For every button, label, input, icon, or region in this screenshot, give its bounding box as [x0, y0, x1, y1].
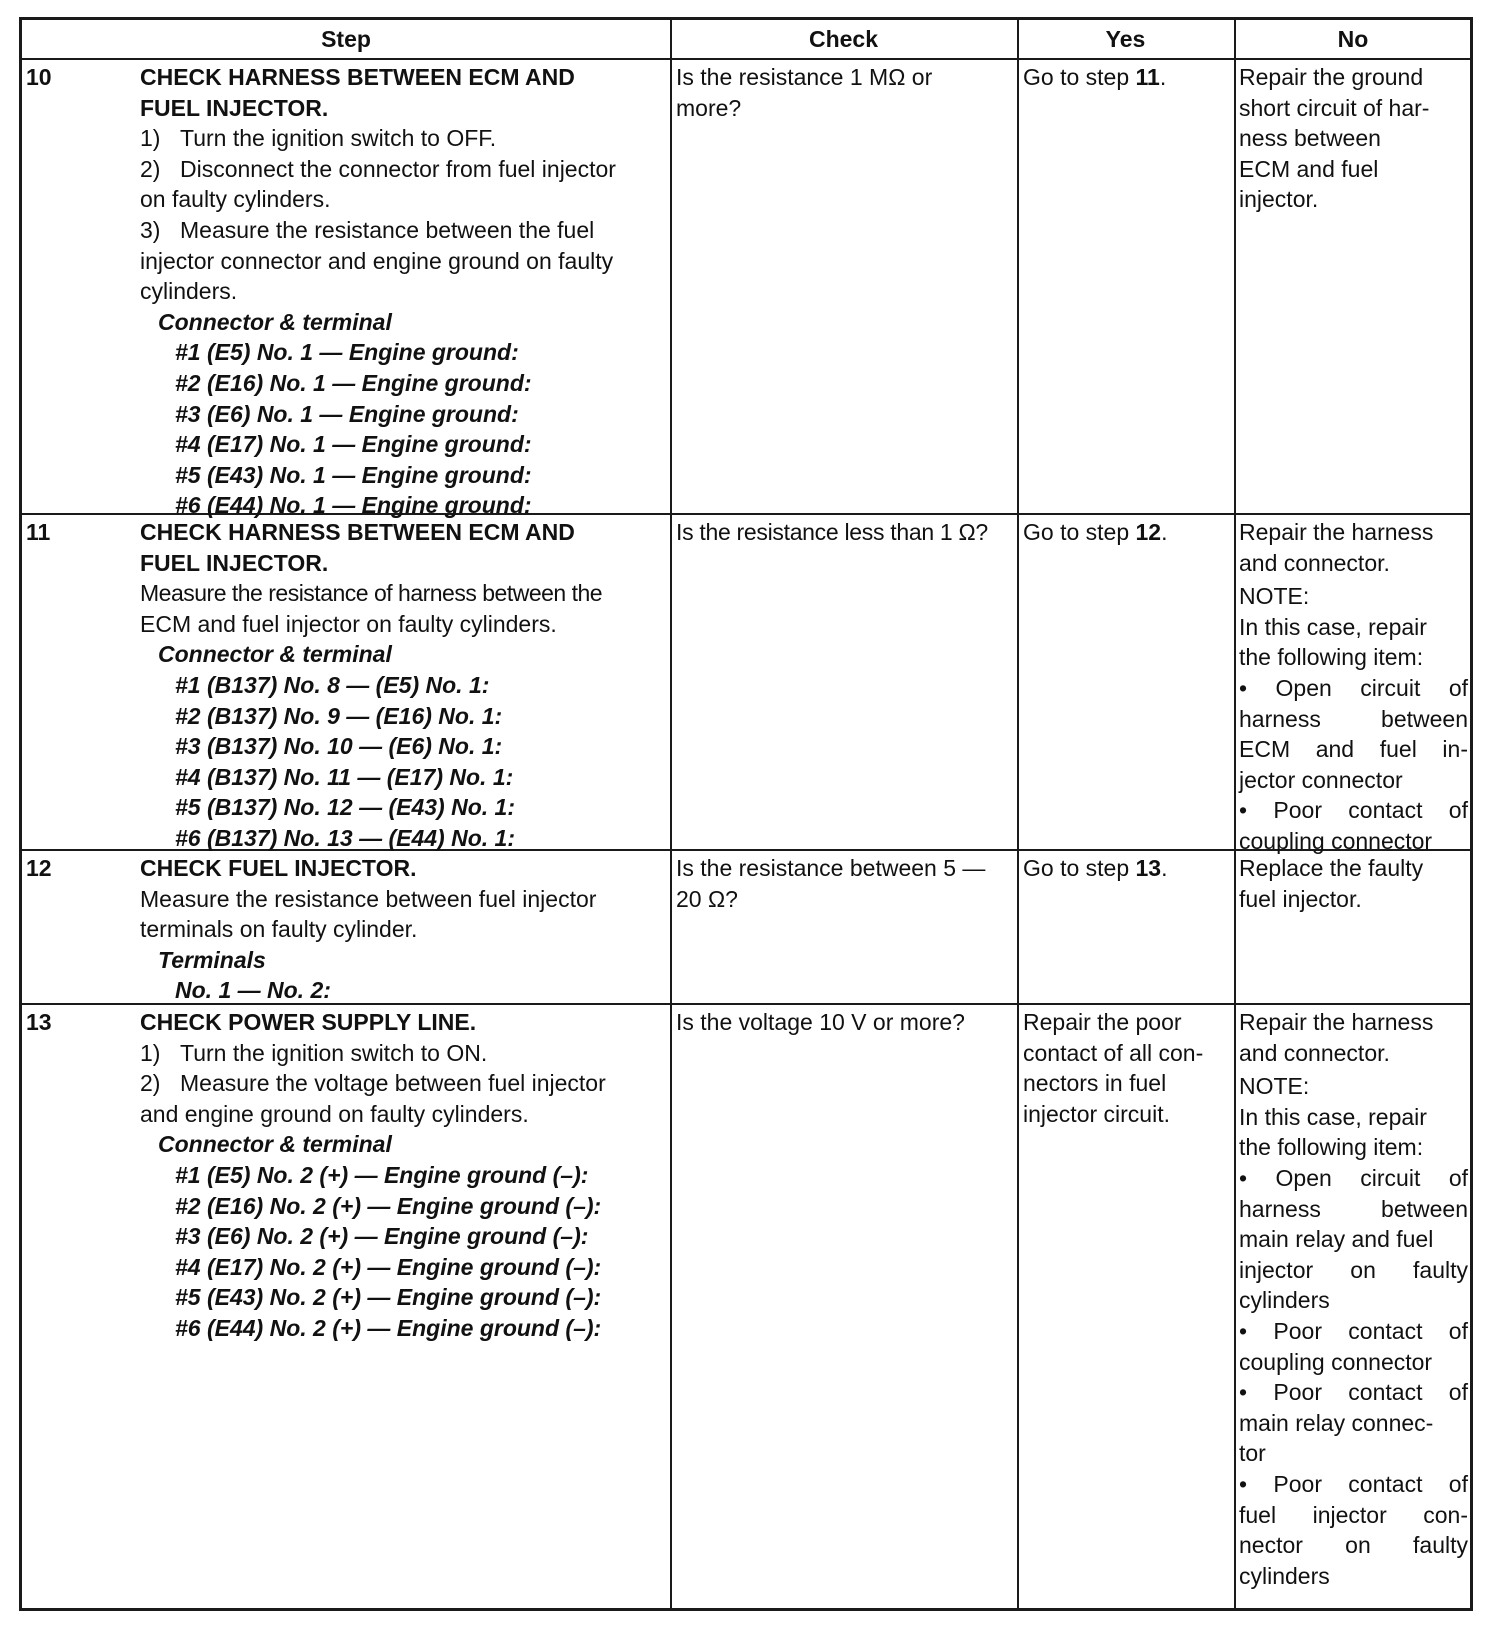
no-action: Repair the ground short circuit of har- ness between ECM and fuel injector. [1239, 64, 1430, 213]
check-question: Is the voltage 10 V or more? [676, 1009, 965, 1035]
yes-action: Go to step 13. [1023, 855, 1168, 881]
step-number: 12 [26, 855, 52, 881]
header-yes: Yes [1105, 26, 1146, 52]
subheading: Connector & terminal [158, 1131, 392, 1158]
column-divider [670, 20, 672, 1608]
terminal-spec: #3 (B137) No. 10 — (E6) No. 1: [175, 733, 503, 760]
step-title: CHECK HARNESS BETWEEN ECM AND [140, 519, 575, 545]
diagnostic-table [19, 17, 1473, 1611]
instruction-line: and engine ground on faulty cylinders. [140, 1100, 529, 1127]
step-number: 10 [26, 64, 52, 90]
check-question: Is the resistance between 5 — 20 Ω? [676, 855, 986, 912]
step-title: FUEL INJECTOR. [140, 549, 329, 576]
terminal-spec: #4 (E17) No. 2 (+) — Engine ground (–): [175, 1253, 602, 1280]
check-question: Is the resistance 1 MΩ or more? [676, 64, 933, 121]
step-number: 11 [26, 519, 51, 545]
no-action: Replace the faulty fuel injector. [1239, 855, 1424, 912]
column-divider [1234, 20, 1236, 1608]
header-step: Step [321, 26, 371, 52]
instruction-line: 2) Measure the voltage between fuel injector [140, 1070, 606, 1097]
subheading: Terminals [158, 946, 266, 973]
terminal-spec: #4 (E17) No. 1 — Engine ground: [175, 431, 532, 458]
instruction-line: 2) Disconnect the connector from fuel injector [140, 155, 616, 182]
terminal-spec: #2 (E16) No. 2 (+) — Engine ground (–): [175, 1192, 602, 1219]
terminal-spec: #1 (E5) No. 1 — Engine ground: [175, 339, 519, 366]
header-check: Check [808, 26, 879, 52]
instruction-line: ECM and fuel injector on faulty cylinders. [140, 610, 557, 637]
step-title: CHECK FUEL INJECTOR. [140, 855, 417, 881]
instruction-line: Measure the resistance between fuel injector [140, 885, 597, 912]
terminal-spec: #5 (E43) No. 1 — Engine ground: [175, 461, 532, 488]
instruction-line: injector connector and engine ground on faulty [140, 247, 614, 274]
yes-action: Go to step 11. [1023, 64, 1167, 90]
instruction-line: cylinders. [140, 278, 238, 305]
terminal-spec: #1 (B137) No. 8 — (E5) No. 1: [175, 671, 490, 698]
instruction-line: Measure the resistance of harness between the [140, 580, 603, 607]
terminal-spec: #5 (B137) No. 12 — (E43) No. 1: [175, 794, 515, 821]
check-question: Is the resistance less than 1 Ω? [676, 519, 988, 545]
yes-action: Repair the poor contact of all con- nectors in fuel injector circuit. [1023, 1009, 1204, 1127]
terminal-spec: #4 (B137) No. 11 — (E17) No. 1: [175, 763, 514, 790]
instruction-line: 1) Turn the ignition switch to ON. [140, 1039, 488, 1066]
step-content [140, 853, 668, 1006]
terminal-spec: #3 (E6) No. 2 (+) — Engine ground (–): [175, 1223, 589, 1250]
step-content [140, 517, 668, 854]
step-title: CHECK HARNESS BETWEEN ECM AND [140, 64, 575, 90]
instruction-line: on faulty cylinders. [140, 186, 331, 213]
no-action: Repair the harness and connector. NOTE: In this case, repair the following item: • Open circuit of harness between main relay and fuel injector on faulty cylinders • Poor contact of coupling connector • Poor contact of main relay connec- tor • Poor contact of fuel injector con- nector on faulty cylinders [1239, 1009, 1468, 1589]
terminal-spec: #6 (B137) No. 13 — (E44) No. 1: [175, 824, 515, 851]
instruction-line: 1) Turn the ignition switch to OFF. [140, 125, 497, 152]
terminal-spec: #2 (B137) No. 9 — (E16) No. 1: [175, 702, 503, 729]
step-content [140, 1007, 668, 1344]
terminal-spec: #2 (E16) No. 1 — Engine ground: [175, 369, 532, 396]
subheading: Connector & terminal [158, 308, 392, 335]
step-number: 13 [26, 1009, 52, 1035]
row-divider [22, 58, 1470, 60]
column-divider [1017, 20, 1019, 1608]
terminal-spec: #5 (E43) No. 2 (+) — Engine ground (–): [175, 1284, 602, 1311]
step-title: CHECK POWER SUPPLY LINE. [140, 1009, 477, 1035]
instruction-line: terminals on faulty cylinder. [140, 916, 418, 943]
yes-action: Go to step 12. [1023, 519, 1168, 545]
terminal-spec: #6 (E44) No. 1 — Engine ground: [175, 492, 532, 519]
subheading: Connector & terminal [158, 641, 392, 668]
header-no: No [1337, 26, 1369, 52]
step-content [140, 62, 668, 521]
terminal-spec: #3 (E6) No. 1 — Engine ground: [175, 400, 519, 427]
instruction-line: 3) Measure the resistance between the fuel [140, 216, 595, 243]
no-action: Repair the harness and connector. NOTE: In this case, repair the following item: • Open circuit of harness between ECM and fuel in- jector connector • Poor contact of coupling connector [1239, 519, 1468, 854]
terminal-spec: No. 1 — No. 2: [175, 977, 331, 1004]
terminal-spec: #6 (E44) No. 2 (+) — Engine ground (–): [175, 1314, 602, 1341]
terminal-spec: #1 (E5) No. 2 (+) — Engine ground (–): [175, 1161, 589, 1188]
step-title: FUEL INJECTOR. [140, 94, 329, 121]
